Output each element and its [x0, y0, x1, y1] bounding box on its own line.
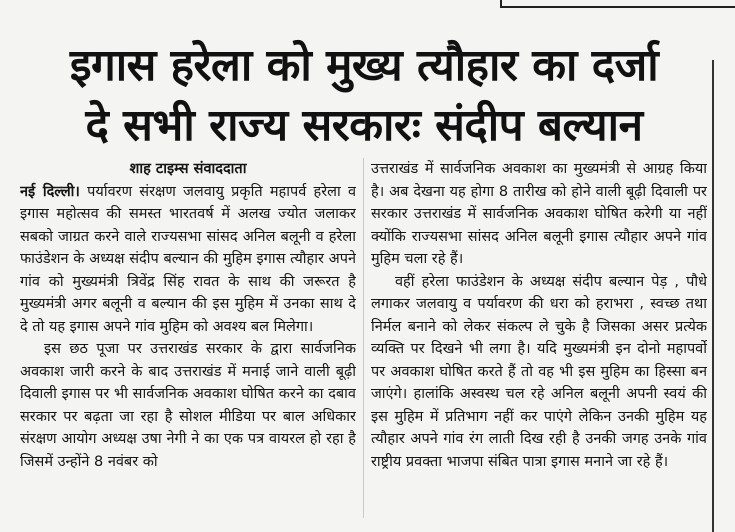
adjacent-article-edge	[712, 60, 735, 532]
headline-line-1: इगास हरेला को मुख्य त्यौहार का दर्जा	[69, 40, 659, 91]
column-2-paragraph-2: वहीं हरेला फाउंडेशन के अध्यक्ष संदीप बल्यान पेड़ , पौधे लगाकर जलवायु व पर्यावरण की धरा को हराभरा , स्वच्छ तथा निर्मल बनाने को लेकर संकल्प ले चुके है जिसका असर प्रत्येक व्यक्ति पर दिखने भी लगा है। यदि मुख्यमंत्री इन दोनो महापर्वो पर अवकाश घोषित करते हैं तो वह भी इस मुहिम का हिस्सा बन जाएंगे। हालांकि अस्वस्थ चल रहे अनिल बलूनी अपनी स्वयं की इस मुहिम में प्रतिभाग नहीं कर पाएंगे लेकिन उनकी मुहिम यह त्यौहार अपने गांव रंग लाती दिख रही है उनकी जगह उनके गांव राष्ट्रीय प्रवक्ता भाजपा संबित पात्रा इगास मनाने जा रहे हैं।	[371, 273, 707, 470]
column-1-paragraph-1-text: पर्यावरण संरक्षण जलवायु प्रकृति महापर्व हरेला व इगास महोत्सव की समस्त भारतवर्ष में अलख ज्योत जलाकर सबको जाग्रत करने वाले राज्यसभा सांसद अनिल बलूनी व हरेला फाउंडेशन के अध्यक्ष संदीप बल्यान की मुहिम इगास त्यौहार अपने गांव को मुख्यमंत्री त्रिवेंद्र सिंह रावत के साथ की जरूरत है मुख्यमंत्री अगर बलूनी व बल्यान की इस मुहिम में उनका साथ दे दे तो यह इगास अपने गांव मुहिम को अवश्य बल मिलेगा।	[20, 183, 356, 335]
byline: शाह टाइम्स संवाददाता	[129, 161, 247, 177]
column-1-paragraph-1	[20, 181, 356, 339]
headline-line-2: दे सभी राज्य सरकारः संदीप बल्यान	[85, 100, 643, 151]
dateline: नई दिल्ली।	[20, 183, 80, 200]
article-column-1	[20, 158, 356, 528]
column-1-paragraph-2: इस छठ पूजा पर उत्तराखंड सरकार के द्वारा सार्वजनिक अवकाश जारी करने के बाद उत्तराखंड में मनाई जाने वाली बूढ़ी दिवाली इगास पर भी सार्वजनिक अवकाश घोषित करने का दबाव सरकार पर बढ़ता जा रहा है सोशल मीडिया पर बाल अधिकार संरक्षण आयोग अध्यक्ष उषा नेगी ने का एक पत्र वायरल हो रहा है जिसमें उन्होंने 8 नवंबर को	[20, 341, 356, 470]
adjacent-article-frame	[500, 0, 735, 8]
column-2-paragraph-1: उत्तराखंड में सार्वजनिक अवकाश का मुख्यमंत्री से आग्रह किया है। अब देखना यह होगा 8 तारीख को होने वाली बूढ़ी दिवाली पर सरकार उत्तराखंड में सार्वजनिक अवकाश घोषित करेगी या नहीं क्योंकि राज्यसभा सांसद अनिल बलूनी इगास त्यौहार अपने गांव मुहिम चला रहे हैं।	[371, 161, 707, 267]
column-divider	[363, 158, 364, 518]
article-column-2	[371, 158, 707, 513]
